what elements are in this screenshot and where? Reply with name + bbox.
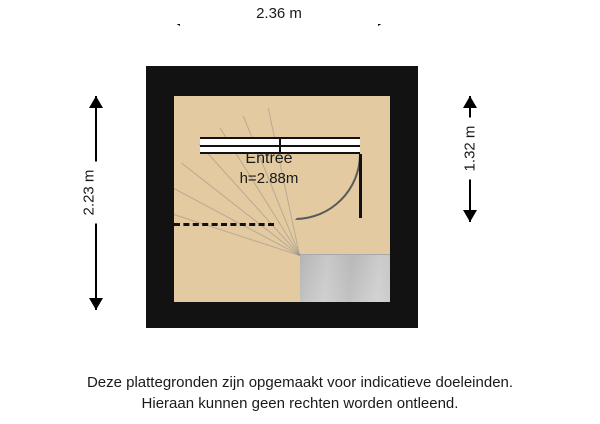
room-label	[174, 148, 364, 189]
floorplan-interior	[174, 96, 390, 302]
dimension-left-arrow-top-icon	[89, 96, 103, 108]
disclaimer-line-1: Deze plattegronden zijn opgemaakt voor indicatieve doeleinden.	[86, 374, 514, 391]
floorplan-walls	[146, 66, 418, 328]
dimension-left-arrow-bottom-icon	[89, 298, 103, 310]
room-name: Entree	[245, 150, 293, 167]
dimension-left-label: 2.23 m	[81, 162, 98, 224]
disclaimer	[0, 372, 600, 414]
dimension-left-label-wrap	[81, 133, 98, 253]
dimension-top	[168, 4, 390, 34]
dimension-top-label: 2.36 m	[246, 5, 312, 22]
dimension-top-label-wrap	[168, 4, 390, 24]
staircase-treads	[300, 255, 390, 302]
staircase	[300, 254, 390, 302]
dimension-right	[452, 96, 488, 222]
room-divider-dashed-line	[174, 223, 274, 226]
dimension-right-label: 1.32 m	[462, 118, 479, 180]
dimension-right-arrow-bottom-icon	[463, 210, 477, 222]
disclaimer-line-2: Hieraan kunnen geen rechten worden ontleend.	[141, 395, 459, 412]
room-height: h=2.88m	[239, 170, 299, 187]
dimension-left	[78, 96, 114, 310]
dimension-right-label-wrap	[462, 89, 479, 209]
